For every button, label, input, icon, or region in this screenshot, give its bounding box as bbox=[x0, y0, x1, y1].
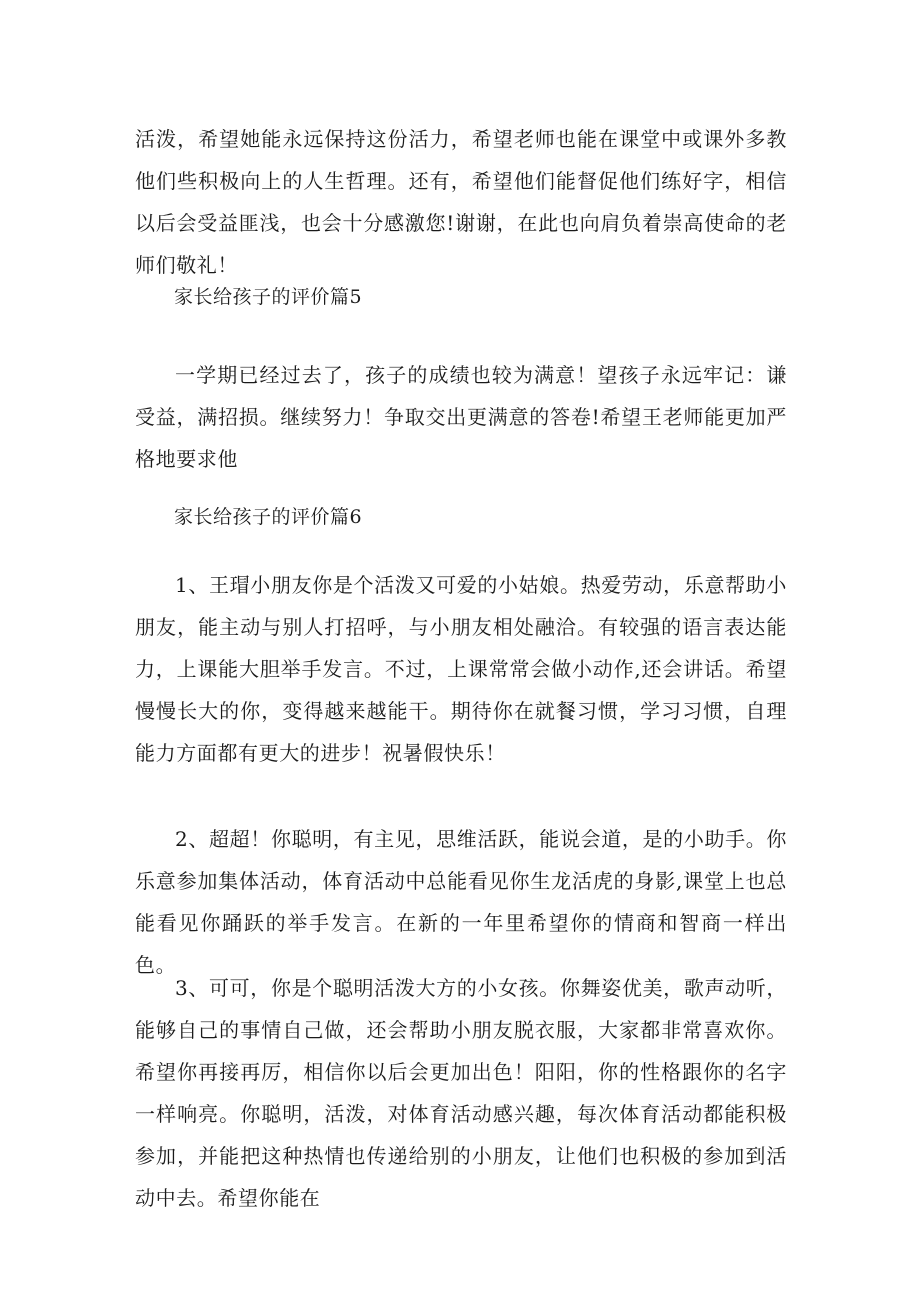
paragraph-continued-praise: 活泼，希望她能永远保持这份活力，希望老师也能在课堂中或课外多教他们些积极向上的人生哲理。还有，希望他们能督促他们练好字，相信以后会受益匪浅，也会十分感激您!谢谢，在此也向肩负着崇高使命的老师们敬礼！ bbox=[135, 127, 787, 277]
paragraph-comment-2: 2、超超！你聪明，有主见，思维活跃，能说会道，是的小助手。你乐意参加集体活动，体育活动中总能看见你生龙活虎的身影,课堂上也总能看见你踊跃的举手发言。在新的一年里希望你的情商和智商一样出色。 bbox=[135, 827, 787, 977]
paragraph-comment-3: 3、可可，你是个聪明活泼大方的小女孩。你舞姿优美，歌声动听，能够自己的事情自己做，还会帮助小朋友脱衣服，大家都非常喜欢你。希望你再接再厉，相信你以后会更加出色！阳阳，你的性格跟你的名字一样响亮。你聪明，活泼，对体育活动感兴趣，每次体育活动都能积极参加，并能把这种热情也传递给别的小朋友，让他们也积极的参加到活动中去。希望你能在 bbox=[135, 976, 787, 1210]
section-heading-6: 家长给孩子的评价篇6 bbox=[174, 506, 363, 528]
paragraph-semester-summary: 一学期已经过去了，孩子的成绩也较为满意！望孩子永远牢记：谦受益，满招损。继续努力！争取交出更满意的答卷!希望王老师能更加严格地要求他 bbox=[135, 363, 787, 471]
section-heading-5: 家长给孩子的评价篇5 bbox=[174, 286, 363, 308]
paragraph-comment-1: 1、王瑁小朋友你是个活泼又可爱的小姑娘。热爱劳动，乐意帮助小朋友，能主动与别人打招呼，与小朋友相处融洽。有较强的语言表达能力，上课能大胆举手发言。不过，上课常常会做小动作,还会讲话。希望慢慢长大的你，变得越来越能干。期待你在就餐习惯，学习习惯，自理能力方面都有更大的进步！祝暑假快乐！ bbox=[135, 573, 787, 765]
